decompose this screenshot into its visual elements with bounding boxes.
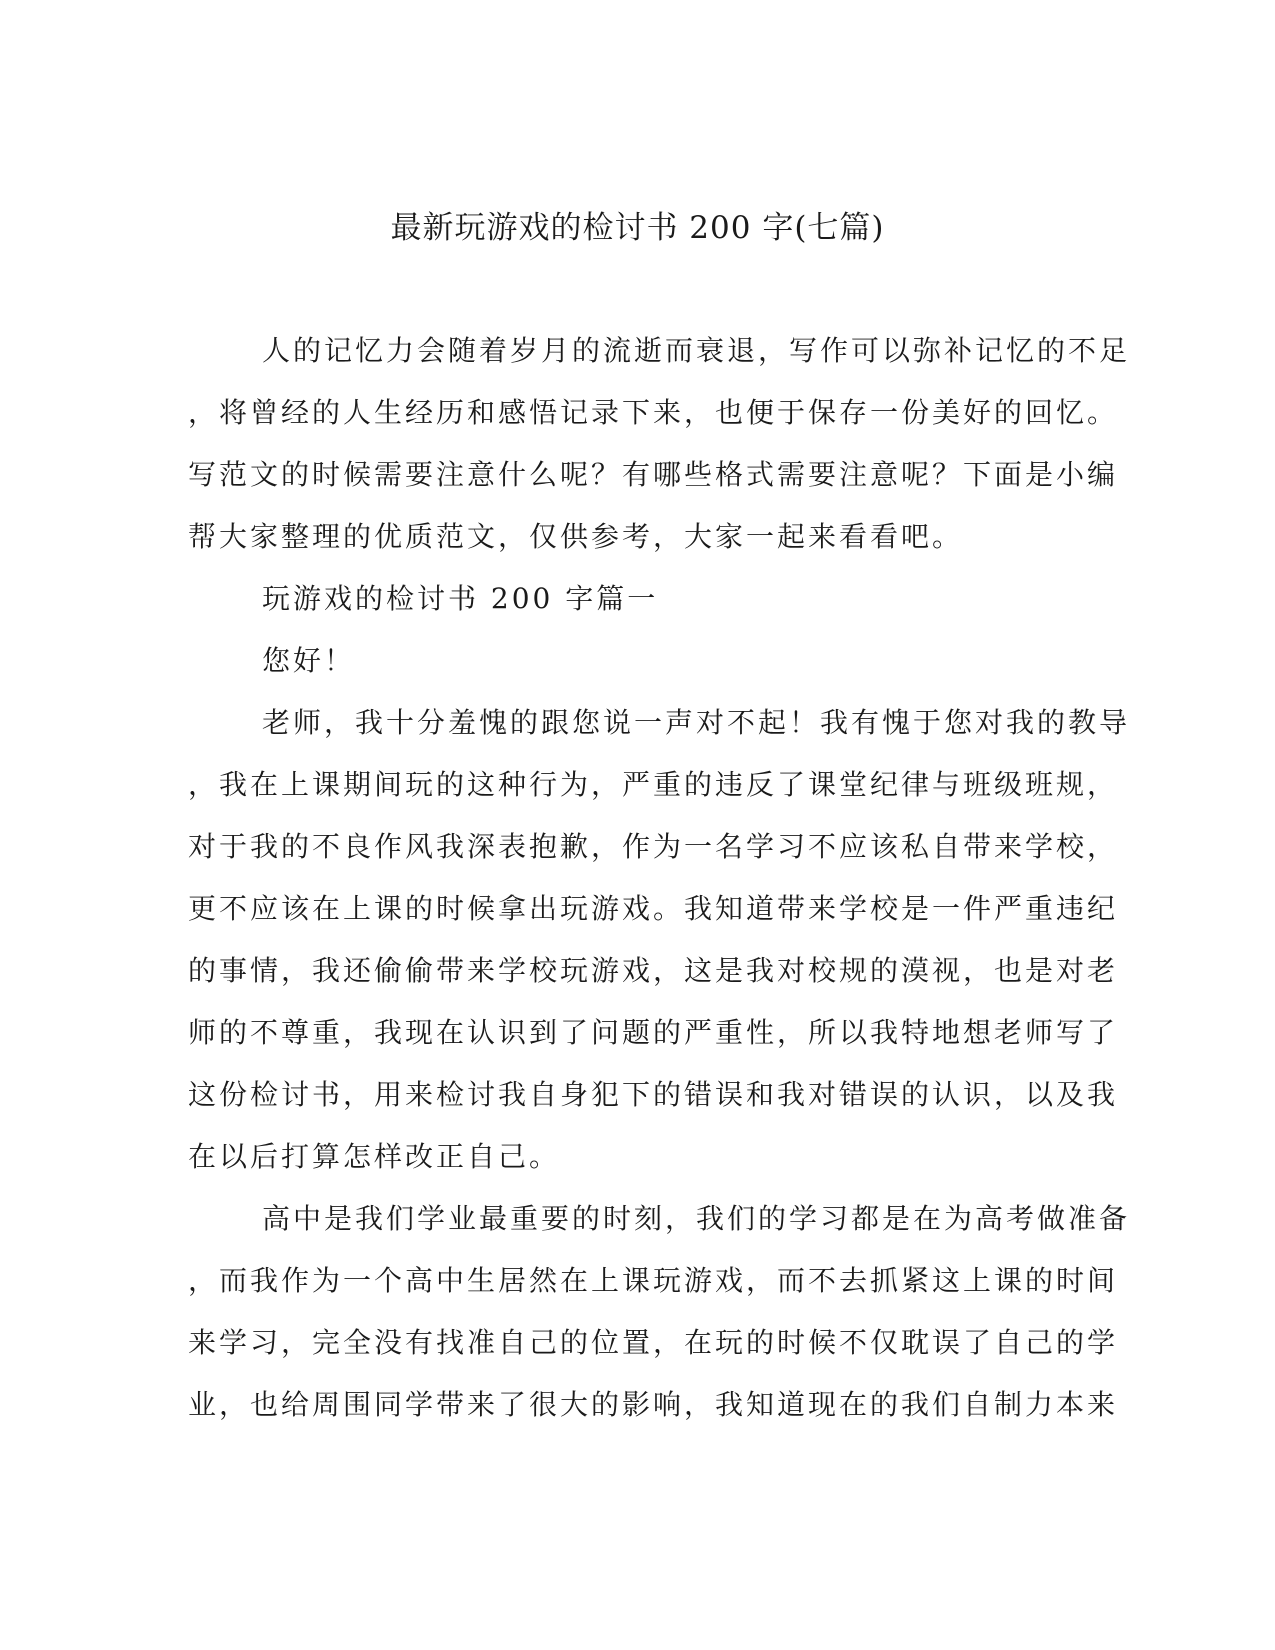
paragraph-line: ，而我作为一个高中生居然在上课玩游戏，而不去抓紧这上课的时间 xyxy=(188,1264,1119,1297)
paragraph-line: 师的不尊重，我现在认识到了问题的严重性，所以我特地想老师写了 xyxy=(188,1016,1119,1049)
paragraph-line: 来学习，完全没有找准自己的位置，在玩的时候不仅耽误了自己的学 xyxy=(188,1326,1119,1359)
paragraph-line: 人的记忆力会随着岁月的流逝而衰退，写作可以弥补记忆的不足 xyxy=(262,334,1131,367)
salutation: 您好！ xyxy=(262,644,356,677)
paragraph-line: ，我在上课期间玩的这种行为，严重的违反了课堂纪律与班级班规， xyxy=(188,768,1119,801)
paragraph-line: 写范文的时候需要注意什么呢？有哪些格式需要注意呢？下面是小编 xyxy=(188,458,1119,491)
document-title: 最新玩游戏的检讨书 200 字(七篇) xyxy=(390,210,885,246)
document-body xyxy=(188,320,1131,1436)
paragraph-line: 这份检讨书，用来检讨我自身犯下的错误和我对错误的认识，以及我 xyxy=(188,1078,1119,1111)
paragraph-line: ，将曾经的人生经历和感悟记录下来，也便于保存一份美好的回忆。 xyxy=(188,396,1119,429)
paragraph-line: 对于我的不良作风我深表抱歉，作为一名学习不应该私自带来学校， xyxy=(188,830,1119,863)
paragraph-line: 在以后打算怎样改正自己。 xyxy=(188,1140,561,1173)
paragraph-line: 更不应该在上课的时候拿出玩游戏。我知道带来学校是一件严重违纪 xyxy=(188,892,1119,925)
paragraph-line: 帮大家整理的优质范文，仅供参考，大家一起来看看吧。 xyxy=(188,520,964,553)
section-heading: 玩游戏的检讨书 200 字篇一 xyxy=(262,582,659,615)
paragraph-line: 老师，我十分羞愧的跟您说一声对不起！我有愧于您对我的教导 xyxy=(262,706,1131,739)
paragraph-line: 业，也给周围同学带来了很大的影响，我知道现在的我们自制力本来 xyxy=(188,1388,1119,1421)
paragraph-line: 高中是我们学业最重要的时刻，我们的学习都是在为高考做准备 xyxy=(262,1202,1131,1235)
paragraph-line: 的事情，我还偷偷带来学校玩游戏，这是我对校规的漠视，也是对老 xyxy=(188,954,1119,987)
